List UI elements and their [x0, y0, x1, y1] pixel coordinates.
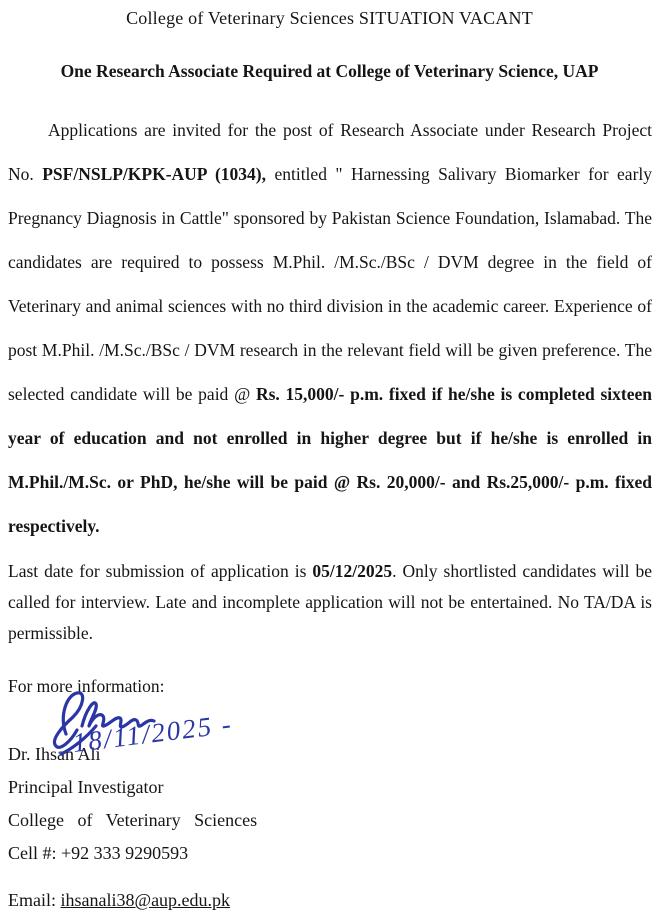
- cell-number: Cell #: +92 333 9290593: [8, 843, 189, 863]
- paragraph1-lead: Applications are invited for the post of Research Associate under Research Project No.: [8, 120, 652, 184]
- pay-terms: Rs. 15,000/- p.m. fixed if he/she is completed sixteen year of education and not enrolled in higher degree but if he/she is enrolled in M.Phil./M.Sc. or PhD, he/she will be paid @ Rs. 20,000/- and Rs.25,000/- p.m. fixed respectively.: [8, 384, 652, 536]
- signatory-college: College of Veterinary Sciences: [8, 810, 258, 830]
- paragraph2-rest: . Only shortlisted candidates will be called for interview. Late and incomplete application will not be entertained. No TA/DA is permissible.: [8, 561, 652, 643]
- more-info-label: For more information:: [8, 676, 165, 696]
- signatory-role: Principal Investigator: [8, 777, 164, 797]
- signatory-name: Dr. Ihsan Ali: [8, 744, 101, 764]
- project-number: PSF/NSLP/KPK-AUP (1034),: [42, 164, 267, 184]
- deadline-date: 05/12/2025: [312, 561, 393, 581]
- vacancy-heading: One Research Associate Required at College of Veterinary Science, UAP: [60, 61, 599, 81]
- email-label: Email:: [8, 890, 61, 910]
- paragraph1-middle: entitled " Harnessing Salivary Biomarker for early Pregnancy Diagnosis in Cattle" sponsored by Pakistan Science Foundation, Islamabad. The candidates are required to possess M.Phil. /M.Sc./BSc / DVM degree in the field of Veterinary and animal sciences with no third division in the academic career. Experience of post M.Phil. /M.Sc./BSc / DVM research in the relevant field will be given preference. The selected candidate will be paid @: [8, 164, 653, 404]
- email-address[interactable]: ihsanali38@aup.edu.pk: [60, 890, 231, 910]
- contact-block: [8, 738, 257, 915]
- deadline-paragraph: [8, 556, 652, 649]
- body-paragraph: [8, 108, 652, 548]
- paragraph2-lead: Last date for submission of application is: [8, 561, 313, 581]
- email-line: [8, 884, 257, 915]
- document-title: College of Veterinary Sciences SITUATION VACANT: [126, 8, 533, 28]
- signature-date: 18/11/2025 -: [71, 708, 235, 758]
